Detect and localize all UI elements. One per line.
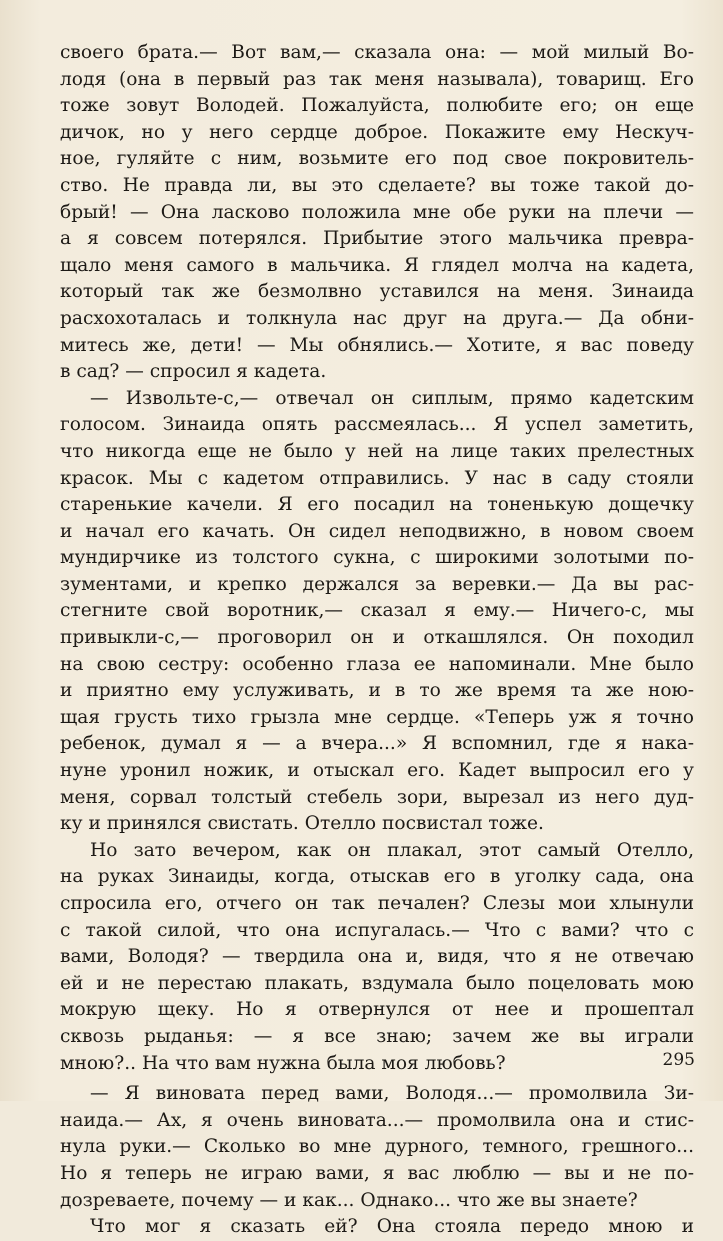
text-line: а я совсем потерялся. Прибытие этого мальчика превра- [60,228,694,250]
text-line: щало меня самого в мальчика. Я глядел молча на кадета, [60,254,694,276]
text-line: — Извольте-с,— отвечал он сиплым, прямо кадетским [90,387,694,409]
text-line: своего брата.— Вот вам,— сказала она: — мой милый Во- [60,42,694,63]
text-line: и приятно ему услуживать, и в то же время та же ною- [60,680,694,702]
text-line: лодя (она в первый раз так меня называла), товарищ. Его [60,68,694,90]
text-line: Но зато вечером, как он плакал, этот самый Отелло, [90,839,694,861]
page-body-text [60,40,694,1241]
text-line: привыкли-с,— проговорил он и откашлялся. Он походил [60,627,694,649]
text-line: сквозь рыданья: — я все знаю; зачем же вы играли [60,1025,694,1047]
text-line: мною?.. На что вам нужна была моя любовь? [60,1052,506,1074]
text-line: дозреваете, почему — и как... Однако... что же вы знаете? [60,1189,638,1211]
text-line: вами, Володя? — твердила она и, видя, что я не отвечаю [60,946,694,968]
text-line: стегните свой воротник,— сказал я ему.— Ничего-с, мы [60,600,694,622]
text-line: ство. Не правда ли, вы это сделаете? вы тоже такой до- [60,174,694,196]
text-line: в сад? — спросил я кадета. [60,361,327,383]
text-line: зументами, и крепко держался за веревки.— Да вы рас- [60,573,694,595]
text-line: ное, гуляйте с ним, возьмите его под свое покровитель- [60,148,694,170]
text-line: что никогда еще не было у ней на лице таких прелестных [60,440,694,462]
text-line: Что мог я сказать ей? Она стояла передо мною и [90,1216,694,1238]
text-line: — Я виновата перед вами, Володя...— промолвила Зи- [90,1083,694,1105]
text-line: с такой силой, что она испугалась.— Что с вами? что с [60,919,694,941]
text-line: дичок, но у него сердце доброе. Покажите ему Нескуч- [60,121,694,143]
text-line: митесь же, дети! — Мы обнялись.— Хотите, я вас поведу [60,334,694,356]
text-line: на руках Зинаиды, когда, отыскав его в уголку сада, она [60,866,694,888]
text-line: мундирчике из толстого сукна, с широкими золотыми по- [60,547,694,569]
text-line: щая грусть тихо грызла мне сердце. «Теперь уж я точно [60,706,694,728]
paragraph [60,386,694,838]
text-line: меня, сорвал толстый стебель зори, вырезал из него дуд- [60,786,694,808]
page-number: 295 [662,1050,695,1070]
paragraph [60,838,694,1077]
text-line: и начал его качать. Он сидел неподвижно, в новом своем [60,520,694,542]
text-line: ей и не перестаю плакать, вздумала было поцеловать мою [60,972,694,994]
text-line: расхохоталась и толкнула нас друг на друга.— Да обни- [60,307,694,329]
text-line: голосом. Зинаида опять рассмеялась... Я успел заметить, [60,414,694,436]
text-line: Но я теперь не играю вами, я вас люблю — вы и не по- [60,1162,694,1184]
text-line: нуне уронил ножик, и отыскал его. Кадет выпросил его у [60,760,694,782]
text-line: ребенок, думал я — а вчера...» Я вспомнил, где я нака- [60,733,694,755]
paragraph [60,40,694,386]
text-line: спросила его, отчего он так печален? Слезы мои хлынули [60,893,694,914]
text-line: брый! — Она ласково положила мне обе руки на плечи — [60,201,694,223]
text-line: мокрую щеку. Но я отвернулся от нее и прошептал [60,999,694,1021]
text-line: красок. Мы с кадетом отправились. У нас в саду стояли [60,467,694,489]
text-line: тоже зовут Володей. Пожалуйста, полюбите его; он еще [60,95,694,117]
text-line: на свою сестру: особенно глаза ее напоминали. Мне было [60,653,694,675]
paragraph [60,1081,694,1214]
text-line: нула руки.— Сколько во мне дурного, темного, грешного... [60,1136,694,1158]
paragraph [60,1214,694,1241]
text-line: старенькие качели. Я его посадил на тоненькую дощечку [60,494,694,516]
text-line: наида.— Ах, я очень виновата...— промолвила она и стис- [60,1109,694,1131]
text-line: ку и принялся свистать. Отелло посвистал тоже. [60,813,544,835]
text-line: который так же безмолвно уставился на меня. Зинаида [60,281,694,303]
